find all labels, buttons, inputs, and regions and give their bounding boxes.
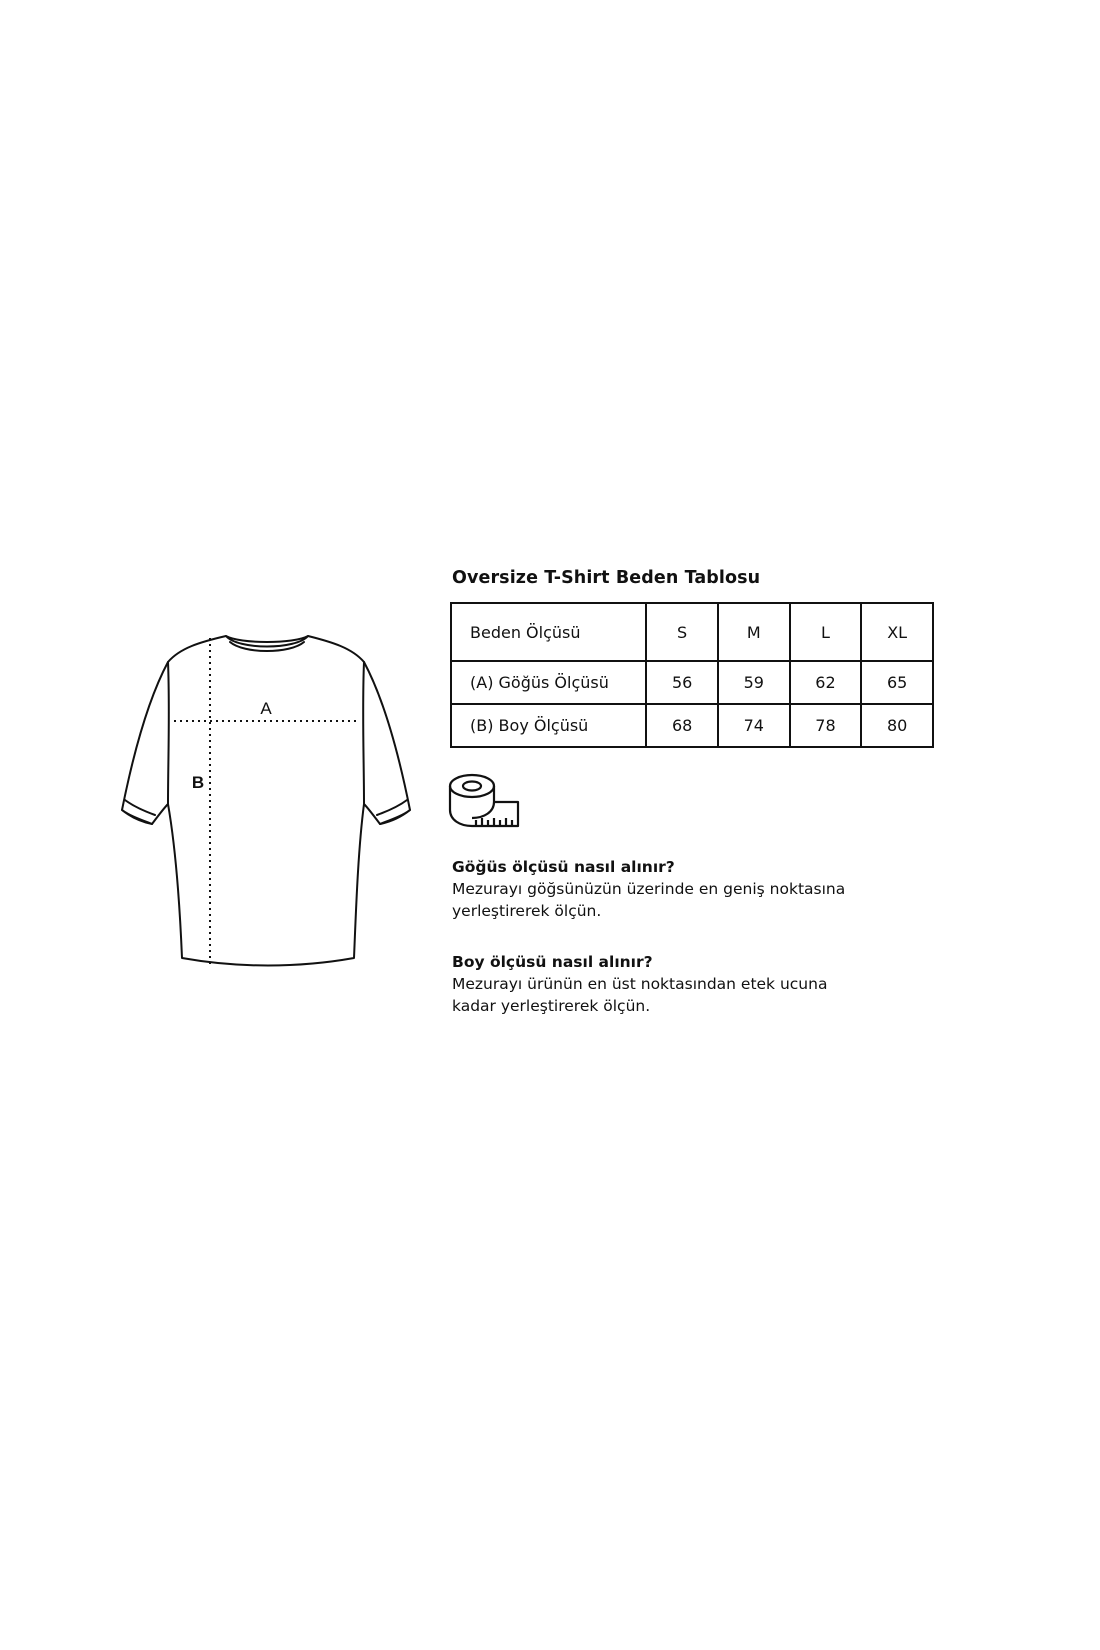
tshirt-left-sleeve-seam: [168, 662, 169, 804]
label-b: B: [191, 773, 205, 792]
length-measure-help: [452, 951, 827, 1017]
help-heading: Göğüs ölçüsü nasıl alınır?: [452, 858, 675, 876]
help-text: kadar yerleştirerek ölçün.: [452, 997, 651, 1015]
help-text: Mezurayı göğsünüzün üzerinde en geniş noktasına: [452, 880, 846, 898]
page-title: Oversize T-Shirt Beden Tablosu: [452, 568, 761, 588]
table-cell: 80: [861, 704, 933, 747]
table-row: [451, 661, 933, 704]
row-label: (A) Göğüs Ölçüsü: [451, 661, 646, 704]
header-cell: S: [646, 603, 718, 661]
table-cell: 59: [718, 661, 790, 704]
table-cell: 56: [646, 661, 718, 704]
measuring-tape-icon: [446, 770, 524, 832]
help-text: Mezurayı ürünün en üst noktasından etek ucuna: [452, 975, 828, 993]
row-label: (B) Boy Ölçüsü: [451, 704, 646, 747]
tshirt-outline: [122, 636, 410, 966]
table-row: [451, 704, 933, 747]
table-cell: 78: [790, 704, 862, 747]
table-cell: 62: [790, 661, 862, 704]
header-cell: M: [718, 603, 790, 661]
header-cell: L: [790, 603, 862, 661]
chest-measure-help: [452, 856, 845, 922]
help-heading: Boy ölçüsü nasıl alınır?: [452, 953, 653, 971]
size-table: [450, 602, 934, 748]
help-text: yerleştirerek ölçün.: [452, 902, 602, 920]
label-a: A: [260, 699, 272, 718]
tshirt-diagram: [118, 620, 418, 980]
table-cell: 65: [861, 661, 933, 704]
header-cell: XL: [861, 603, 933, 661]
header-cell: Beden Ölçüsü: [451, 603, 646, 661]
tshirt-right-sleeve-seam: [363, 662, 364, 804]
table-header-row: [451, 603, 933, 661]
table-cell: 74: [718, 704, 790, 747]
table-cell: 68: [646, 704, 718, 747]
